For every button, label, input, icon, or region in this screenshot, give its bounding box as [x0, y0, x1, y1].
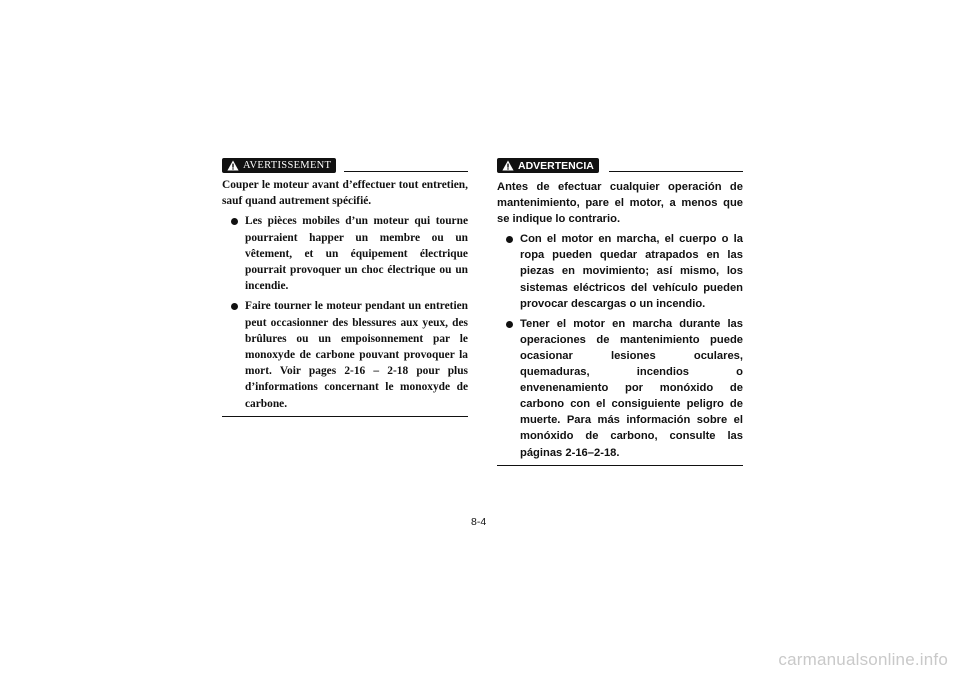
end-rule	[497, 465, 743, 466]
list-item	[222, 213, 468, 294]
warning-triangle-icon	[227, 160, 239, 171]
bullet-dot-icon	[506, 236, 513, 243]
list-item-text: Les pièces mobiles d’un moteur qui tourne pourraient happer un membre ou un vêtement, et un équipement électrique pourrait provoquer un choc électrique ou un incendie.	[245, 215, 468, 293]
page-number: 8-4	[471, 516, 487, 528]
bullet-dot-icon	[231, 218, 238, 225]
warning-block-french	[222, 158, 468, 417]
intro-text: Antes de efectuar cualquier operación de mantenimiento, pare el motor, a menos que se indique lo contrario.	[497, 181, 743, 226]
warning-header	[497, 158, 743, 173]
warning-badge	[497, 158, 599, 173]
list-item	[497, 231, 743, 311]
bullet-dot-icon	[231, 303, 238, 310]
bullet-list	[222, 213, 468, 411]
list-item-text: Faire tourner le moteur pendant un entretien peut occasionner des blessures aux yeux, des brûlures ou un empoisonnement par le monoxyde de carbone pouvant provoquer la mort. Voir pages 2-16 – 2-18 pour plus d’informations concernant le monoxyde de carbone.	[245, 300, 468, 410]
list-item	[222, 298, 468, 411]
end-rule	[222, 416, 468, 417]
header-rule	[344, 171, 468, 172]
warning-body	[222, 177, 468, 412]
intro-text: Couper le moteur avant d’effectuer tout entretien, sauf quand autrement spécifié.	[222, 179, 468, 208]
warning-title: ADVERTENCIA	[518, 159, 594, 172]
warning-triangle-icon	[502, 160, 514, 171]
warning-body	[497, 179, 743, 461]
list-item	[497, 316, 743, 461]
list-item-text: Tener el motor en marcha durante las operaciones de mantenimiento puede ocasionar lesiones oculares, quemaduras, incendios o envenenamiento por monóxido de carbono con el consiguiente peligro de muerte. Para más información sobre el monóxido de carbono, consulte las páginas 2-16–2-18.	[520, 317, 743, 459]
warning-header	[222, 158, 468, 173]
warning-title: AVERTISSEMENT	[243, 160, 332, 171]
header-rule	[609, 171, 743, 172]
bullet-dot-icon	[506, 321, 513, 328]
bullet-list	[497, 231, 743, 460]
watermark: carmanualsonline.info	[778, 650, 948, 669]
warning-block-spanish	[497, 158, 743, 466]
warning-badge	[222, 158, 336, 173]
list-item-text: Con el motor en marcha, el cuerpo o la ropa pueden quedar atrapados en las piezas en movimiento; así mismo, los sistemas eléctricos del vehículo pueden provocar descargas o un incendio.	[520, 233, 743, 310]
